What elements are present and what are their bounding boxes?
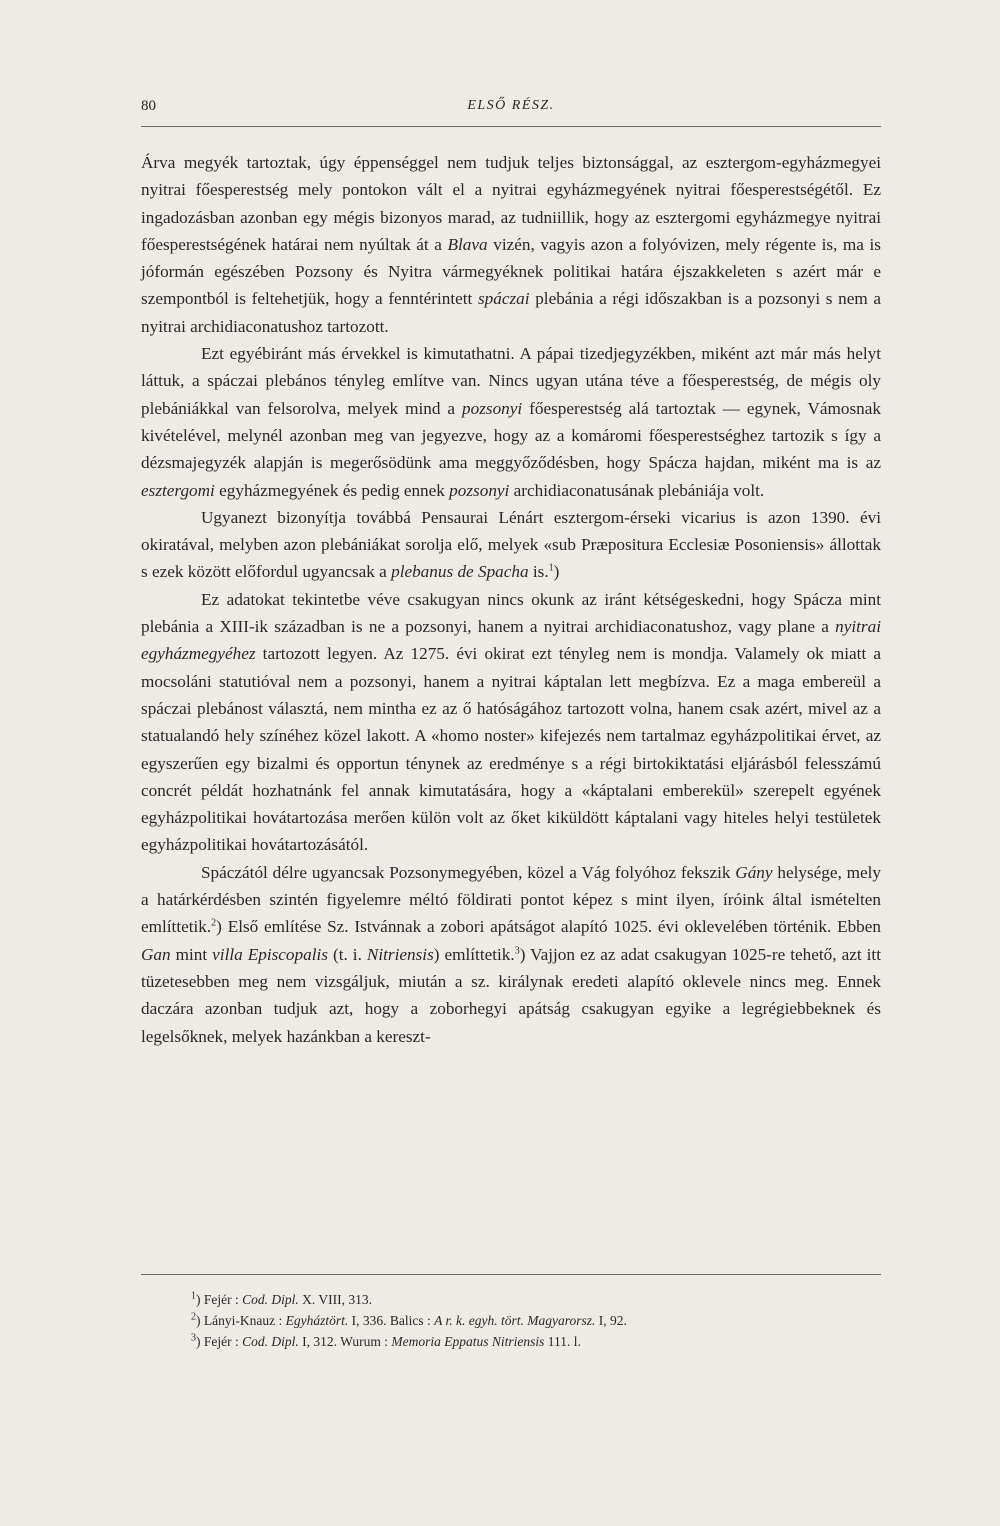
text-run: ) Vajjon ez az adat csakugyan 1025-re tehető, azt itt tüzetesebben meg nem vizsgáljuk, miután a sz. királynak eredeti alapító oklevele nincs meg. Ennek daczára azonban tudjuk azt, hogy a zoborhegyi apátság csakugyan egyike a legrégiebbeknek és legelsőknek, melyek hazánkban a kereszt- [141,944,881,1046]
paragraph [141,504,881,586]
page-number: 80 [141,98,156,114]
italic-text: Nitriensis [366,944,434,964]
text-run: ) említtetik. [433,944,515,964]
footnote-ref: 2 [191,1311,196,1323]
italic-text: pozsonyi [449,480,510,500]
text-run: I, 312. Wurum : [298,1334,392,1349]
italic-text: A r. k. egyh. tört. Magyarorsz. [434,1313,596,1328]
text-run: egyházmegyének és pedig ennek [214,480,450,500]
text-run: plebánia a régi időszakban is a pozsonyi s nem a nyitrai archidiaconatushoz tartozott. [141,289,881,336]
italic-text: Gány [735,862,773,882]
footnotes [191,1289,881,1352]
italic-text: Cod. Dipl. [242,1334,299,1349]
paragraph [141,859,881,1050]
text-run: X. VIII, 313. [298,1292,373,1307]
italic-text: Gan [141,944,171,964]
text-run: helysége, mely a határkérdésben szintén figyelemre méltó földirati pontot képez s mint ilyen, íróink által ismételten említtetik. [141,862,881,937]
text-run: Spáczától délre ugyancsak Pozsonymegyében, közel a Vág folyóhoz fekszik [201,862,736,882]
text-run: Ezt egyébiránt más érvekkel is kimutathatni. A pápai tizedjegyzékben, miként azt már más helyt láttuk, a spáczai plebános tényleg említve van. Nincs ugyan utána téve a főesperestség, de mégis oly plebániákkal van felsorolva, melyek mind a [141,344,881,418]
text-run: vizén, vagyis azon a folyóvizen, mely régente is, ma is jóformán egészében Pozsony és Nyitra vármegyéknek politikai határa éjszakkeleten s azért már e szempontból is feltehetjük, hogy a fenntérintett [141,234,881,309]
footnote-ref: 3 [191,1332,196,1344]
footnote [191,1289,881,1310]
italic-text: Memoria Eppatus Nitriensis [391,1334,545,1349]
italic-text: villa Episcopalis [212,944,328,964]
text-run: Árva megyék tartoztak, úgy éppenséggel nem tudjuk teljes biztonsággal, az esztergom-egyházmegyei nyitrai főesperestség mely pontokon vált el a nyitrai egyházmegyének nyitrai főesperestségétől. Ez ingadozásban azonban egy mégis bizonyos marad, az tudniillik, hogy az esztergomi egyházmegye nyitrai főesperestségének határai nem nyúltak át a [141,153,881,254]
text-run: ) [553,562,560,582]
text-run: (t. i. [327,944,367,964]
header-rule [141,126,881,127]
text-run: I, 92. [595,1313,627,1328]
text-run: Ez adatokat tekintetbe véve csakugyan nincs okunk az iránt kétségeskedni, hogy Spácza mint plebánia a XIII-ik században is ne a pozsonyi, hanem a nyitrai archidiaconatushoz, vagy plane a [141,589,881,637]
footnote-ref: 1 [548,562,554,574]
italic-text: Blava [447,234,488,254]
italic-text: esztergomi [141,480,215,500]
footnote [191,1331,881,1352]
italic-text: Cod. Dipl. [242,1292,299,1307]
footnote-rule [141,1274,881,1275]
running-head: ELSŐ RÉSZ. [467,98,555,113]
italic-text: spáczai [477,289,530,309]
text-run: mint [170,944,213,964]
text-run: 111. l. [544,1334,581,1349]
paragraph [141,586,881,859]
text-run: archidiaconatusának plebániája volt. [509,480,765,500]
body-text [141,149,881,1050]
text-run: tartozott legyen. Az 1275. évi okirat ezt tényleg nem is mondja. Valamely ok miatt a mocsoláni statutióval nem a pozsonyi, hanem a nyitrai káptalan lett megbízva. Ez a maga embereül a spáczai plebánost választá, nem mintha ez az ő hatóságához tartozott volna, hanem csak azért, mivel az a statualandó hely színéhez közel lakott. A «homo noster» kifejezés nem tartalmaz egyházpolitikai érvet, az egyszerűen egy bizalmi és opportun ténynek az eredménye s a régi birtokiktatási eljárásból felesszámú concrét példát hozhatnánk fel annak kimutatására, hogy a «káptalani emberekül» szerepelt egyének egyházpolitikai hovátartozása merően külön volt az őket kiküldött káptalani vagy hiteles helyi testületek egyházpolitikai hovátartozásától. [141,644,881,855]
text-run: ) Fejér : [196,1334,243,1349]
text-run: ) Fejér : [196,1292,243,1307]
paragraph [141,340,881,504]
text-run: is. [528,562,549,582]
footnote-ref: 1 [191,1290,196,1302]
footnote-ref: 2 [211,917,217,929]
text-run: főesperestség alá tartoztak — egynek, Vámosnak kivételével, melynél azonban meg van jegyezve, hogy az a komáromi főesperestséghez tartozik s így a dézsmajegyzék alapján is megerősödünk ama meggyőződésben, hogy Spácza hajdan, miként ma is az [141,398,881,473]
footnote-ref: 3 [514,944,520,956]
text-run: Ugyanezt bizonyítja továbbá Pensaurai Lénárt esztergom-érseki vicarius is azon 1390. évi okiratával, melyben azon plebániákat sorolja elő, melyek «sub Præpositura Ecclesiæ Posoniensis» állottak s ezek között előfordul ugyancsak a [141,507,881,582]
footnote [191,1310,881,1331]
paragraph [141,149,881,340]
italic-text: Egyháztört. [285,1313,349,1328]
text-run: ) Első említése Sz. Istvánnak a zobori apátságot alapító 1025. évi oklevelében történik. Ebben [216,917,881,937]
italic-text: pozsonyi [462,398,523,418]
text-run: ) Lányi-Knauz : [196,1313,286,1328]
page-header [141,98,881,122]
italic-text: nyitrai egyházmegyéhez [141,617,881,664]
text-run: I, 336. Balics : [348,1313,435,1328]
italic-text: plebanus de Spacha [391,562,529,582]
